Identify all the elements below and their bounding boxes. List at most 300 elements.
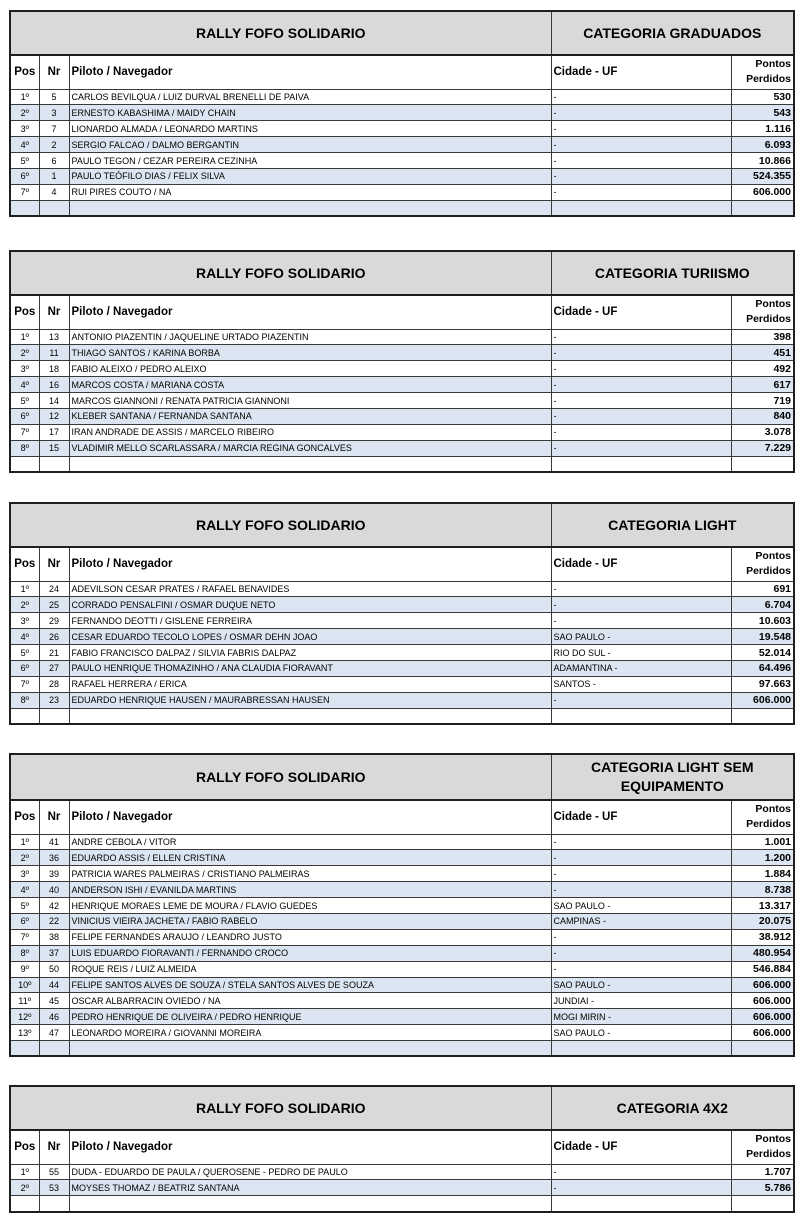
empty-cell	[39, 456, 69, 472]
header-pilot: Piloto / Navegador	[69, 295, 551, 329]
table-row	[10, 850, 794, 866]
row-nr: 23	[39, 692, 69, 708]
row-pos: 5º	[10, 898, 39, 914]
table-row	[10, 866, 794, 882]
table-row	[10, 597, 794, 613]
row-nr: 28	[39, 676, 69, 692]
row-city: MOGI MIRIN -	[551, 1009, 731, 1025]
category-title: CATEGORIA LIGHT	[551, 503, 794, 547]
row-pilot: LUIS EDUARDO FIORAVANTI / FERNANDO CROCO	[69, 945, 551, 961]
row-pos: 3º	[10, 121, 39, 137]
empty-cell	[69, 708, 551, 724]
category-title: CATEGORIA LIGHT SEM EQUIPAMENTO	[551, 754, 794, 800]
row-points: 38.912	[731, 929, 794, 945]
header-pos: Pos	[10, 800, 39, 834]
header-pilot: Piloto / Navegador	[69, 547, 551, 581]
row-city: -	[551, 692, 731, 708]
table-row	[10, 408, 794, 424]
row-points: 451	[731, 345, 794, 361]
row-pos: 6º	[10, 913, 39, 929]
row-pilot: ERNESTO KABASHIMA / MAIDY CHAIN	[69, 105, 551, 121]
table-row	[10, 645, 794, 661]
row-city: -	[551, 424, 731, 440]
header-city: Cidade - UF	[551, 55, 731, 89]
row-points: 5.786	[731, 1180, 794, 1196]
row-pilot: PAULO HENRIQUE THOMAZINHO / ANA CLAUDIA FIORAVANT	[69, 660, 551, 676]
table-row	[10, 137, 794, 153]
row-pos: 12º	[10, 1009, 39, 1025]
row-city: -	[551, 377, 731, 393]
header-pilot: Piloto / Navegador	[69, 800, 551, 834]
row-points: 606.000	[731, 692, 794, 708]
row-pos: 2º	[10, 850, 39, 866]
row-points: 840	[731, 408, 794, 424]
table-row	[10, 1025, 794, 1041]
row-nr: 47	[39, 1025, 69, 1041]
row-pilot: ANTONIO PIAZENTIN / JAQUELINE URTADO PIAZENTIN	[69, 329, 551, 345]
table-row	[10, 440, 794, 456]
table-row	[10, 168, 794, 184]
row-city: -	[551, 329, 731, 345]
category-title: CATEGORIA 4X2	[551, 1086, 794, 1130]
table-row	[10, 676, 794, 692]
row-nr: 29	[39, 613, 69, 629]
row-city: CAMPINAS -	[551, 913, 731, 929]
event-title: RALLY FOFO SOLIDARIO	[10, 11, 551, 55]
row-pilot: FABIO ALEIXO / PEDRO ALEIXO	[69, 361, 551, 377]
empty-cell	[10, 456, 39, 472]
empty-row	[10, 456, 794, 472]
row-nr: 37	[39, 945, 69, 961]
table-title-row	[10, 503, 794, 547]
row-pos: 2º	[10, 1180, 39, 1196]
row-pos: 5º	[10, 645, 39, 661]
table-row	[10, 977, 794, 993]
row-nr: 53	[39, 1180, 69, 1196]
row-points: 13.317	[731, 898, 794, 914]
row-city: SAO PAULO -	[551, 977, 731, 993]
row-nr: 25	[39, 597, 69, 613]
row-pilot: HENRIQUE MORAES LEME DE MOURA / FLAVIO GUEDES	[69, 898, 551, 914]
row-nr: 55	[39, 1164, 69, 1180]
row-pilot: FELIPE SANTOS ALVES DE SOUZA / STELA SANTOS ALVES DE SOUZA	[69, 977, 551, 993]
header-nr: Nr	[39, 800, 69, 834]
row-pos: 4º	[10, 882, 39, 898]
row-pilot: EDUARDO ASSIS / ELLEN CRISTINA	[69, 850, 551, 866]
table-row	[10, 153, 794, 169]
results-table	[9, 10, 795, 217]
empty-cell	[69, 456, 551, 472]
row-pos: 5º	[10, 153, 39, 169]
row-nr: 42	[39, 898, 69, 914]
row-nr: 15	[39, 440, 69, 456]
row-pilot: ANDRE CEBOLA / VITOR	[69, 834, 551, 850]
row-points: 10.866	[731, 153, 794, 169]
row-pilot: ANDERSON ISHI / EVANILDA MARTINS	[69, 882, 551, 898]
header-nr: Nr	[39, 55, 69, 89]
table-row	[10, 660, 794, 676]
header-points: Pontos Perdidos	[731, 1130, 794, 1164]
empty-row	[10, 708, 794, 724]
table-row	[10, 834, 794, 850]
row-city: -	[551, 89, 731, 105]
row-nr: 45	[39, 993, 69, 1009]
row-pilot: RAFAEL HERRERA / ERICA	[69, 676, 551, 692]
row-city: -	[551, 945, 731, 961]
table-row	[10, 105, 794, 121]
row-city: -	[551, 1164, 731, 1180]
category-title: CATEGORIA GRADUADOS	[551, 11, 794, 55]
row-pilot: MOYSES THOMAZ / BEATRIZ SANTANA	[69, 1180, 551, 1196]
row-city: ADAMANTINA -	[551, 660, 731, 676]
empty-cell	[39, 1041, 69, 1057]
column-header-row	[10, 1130, 794, 1164]
row-city: -	[551, 597, 731, 613]
row-nr: 6	[39, 153, 69, 169]
row-pos: 7º	[10, 676, 39, 692]
row-city: -	[551, 105, 731, 121]
row-nr: 22	[39, 913, 69, 929]
table-row	[10, 961, 794, 977]
row-points: 1.884	[731, 866, 794, 882]
column-header-row	[10, 295, 794, 329]
row-pilot: ADEVILSON CESAR PRATES / RAFAEL BENAVIDES	[69, 581, 551, 597]
table-row	[10, 329, 794, 345]
table-row	[10, 121, 794, 137]
row-pos: 3º	[10, 613, 39, 629]
row-pos: 10º	[10, 977, 39, 993]
row-pilot: MARCOS COSTA / MARIANA COSTA	[69, 377, 551, 393]
row-points: 1.001	[731, 834, 794, 850]
row-pilot: FELIPE FERNANDES ARAUJO / LEANDRO JUSTO	[69, 929, 551, 945]
row-pos: 13º	[10, 1025, 39, 1041]
row-pos: 8º	[10, 945, 39, 961]
column-header-row	[10, 800, 794, 834]
row-pos: 2º	[10, 345, 39, 361]
row-pilot: IRAN ANDRADE DE ASSIS / MARCELO RIBEIRO	[69, 424, 551, 440]
header-city: Cidade - UF	[551, 547, 731, 581]
row-pos: 7º	[10, 929, 39, 945]
header-points: Pontos Perdidos	[731, 55, 794, 89]
row-pilot: ROQUE REIS / LUIZ ALMEIDA	[69, 961, 551, 977]
row-city: -	[551, 961, 731, 977]
results-table	[9, 753, 795, 1057]
empty-row	[10, 1041, 794, 1057]
table-row	[10, 581, 794, 597]
empty-cell	[39, 200, 69, 216]
row-nr: 41	[39, 834, 69, 850]
empty-cell	[731, 1196, 794, 1212]
row-pilot: CARLOS BEVILQUA / LUIZ DURVAL BRENELLI DE PAIVA	[69, 89, 551, 105]
row-pilot: CESAR EDUARDO TECOLO LOPES / OSMAR DEHN JOAO	[69, 629, 551, 645]
row-city: -	[551, 184, 731, 200]
row-nr: 7	[39, 121, 69, 137]
empty-cell	[731, 708, 794, 724]
row-nr: 14	[39, 393, 69, 409]
results-table	[9, 502, 795, 725]
row-pilot: EDUARDO HENRIQUE HAUSEN / MAURABRESSAN HAUSEN	[69, 692, 551, 708]
row-points: 543	[731, 105, 794, 121]
table-row	[10, 913, 794, 929]
row-nr: 16	[39, 377, 69, 393]
row-points: 1.200	[731, 850, 794, 866]
row-points: 1.707	[731, 1164, 794, 1180]
row-pilot: PEDRO HENRIQUE DE OLIVEIRA / PEDRO HENRIQUE	[69, 1009, 551, 1025]
row-nr: 46	[39, 1009, 69, 1025]
table-row	[10, 629, 794, 645]
table-row	[10, 345, 794, 361]
row-city: -	[551, 866, 731, 882]
header-pilot: Piloto / Navegador	[69, 1130, 551, 1164]
row-points: 546.884	[731, 961, 794, 977]
row-points: 52.014	[731, 645, 794, 661]
empty-row	[10, 1196, 794, 1212]
row-points: 606.000	[731, 1025, 794, 1041]
row-pos: 2º	[10, 597, 39, 613]
row-pos: 4º	[10, 137, 39, 153]
table-row	[10, 361, 794, 377]
category-title: CATEGORIA TURIISMO	[551, 251, 794, 295]
row-city: -	[551, 834, 731, 850]
row-points: 530	[731, 89, 794, 105]
row-points: 691	[731, 581, 794, 597]
row-nr: 40	[39, 882, 69, 898]
row-points: 10.603	[731, 613, 794, 629]
row-nr: 3	[39, 105, 69, 121]
row-pilot: DUDA - EDUARDO DE PAULA / QUEROSENE - PEDRO DE PAULO	[69, 1164, 551, 1180]
row-nr: 36	[39, 850, 69, 866]
row-points: 8.738	[731, 882, 794, 898]
row-city: -	[551, 168, 731, 184]
row-nr: 26	[39, 629, 69, 645]
row-pos: 9º	[10, 961, 39, 977]
row-nr: 5	[39, 89, 69, 105]
empty-cell	[69, 1041, 551, 1057]
empty-cell	[551, 708, 731, 724]
row-points: 6.704	[731, 597, 794, 613]
row-pilot: LEONARDO MOREIRA / GIOVANNI MOREIRA	[69, 1025, 551, 1041]
row-points: 492	[731, 361, 794, 377]
results-table	[9, 250, 795, 473]
table-row	[10, 89, 794, 105]
event-title: RALLY FOFO SOLIDARIO	[10, 1086, 551, 1130]
header-pilot: Piloto / Navegador	[69, 55, 551, 89]
empty-cell	[731, 200, 794, 216]
row-pilot: THIAGO SANTOS / KARINA BORBA	[69, 345, 551, 361]
header-points: Pontos Perdidos	[731, 295, 794, 329]
row-pos: 1º	[10, 834, 39, 850]
empty-cell	[551, 1041, 731, 1057]
empty-row	[10, 200, 794, 216]
row-pilot: MARCOS GIANNONI / RENATA PATRICIA GIANNONI	[69, 393, 551, 409]
table-title-row	[10, 11, 794, 55]
row-pos: 11º	[10, 993, 39, 1009]
row-city: -	[551, 882, 731, 898]
table-row	[10, 945, 794, 961]
column-header-row	[10, 547, 794, 581]
row-points: 606.000	[731, 993, 794, 1009]
empty-cell	[10, 1196, 39, 1212]
empty-cell	[39, 708, 69, 724]
row-city: -	[551, 613, 731, 629]
row-pilot: SERGIO FALCAO / DALMO BERGANTIN	[69, 137, 551, 153]
header-pos: Pos	[10, 295, 39, 329]
table-title-row	[10, 251, 794, 295]
row-nr: 24	[39, 581, 69, 597]
results-table	[9, 1085, 795, 1213]
header-pos: Pos	[10, 1130, 39, 1164]
row-pilot: CORRADO PENSALFINI / OSMAR DUQUE NETO	[69, 597, 551, 613]
table-row	[10, 377, 794, 393]
row-city: -	[551, 361, 731, 377]
row-pilot: PAULO TEGON / CEZAR PEREIRA CEZINHA	[69, 153, 551, 169]
row-nr: 50	[39, 961, 69, 977]
row-nr: 27	[39, 660, 69, 676]
event-title: RALLY FOFO SOLIDARIO	[10, 503, 551, 547]
empty-cell	[10, 200, 39, 216]
empty-cell	[731, 1041, 794, 1057]
empty-cell	[551, 200, 731, 216]
row-city: -	[551, 137, 731, 153]
header-points: Pontos Perdidos	[731, 547, 794, 581]
empty-cell	[10, 708, 39, 724]
header-nr: Nr	[39, 295, 69, 329]
row-points: 6.093	[731, 137, 794, 153]
row-pos: 7º	[10, 184, 39, 200]
event-title: RALLY FOFO SOLIDARIO	[10, 754, 551, 800]
row-pos: 1º	[10, 581, 39, 597]
header-city: Cidade - UF	[551, 800, 731, 834]
row-pos: 2º	[10, 105, 39, 121]
table-row	[10, 424, 794, 440]
table-title-row	[10, 754, 794, 800]
row-city: -	[551, 1180, 731, 1196]
row-pos: 1º	[10, 329, 39, 345]
row-pilot: RUI PIRES COUTO / NA	[69, 184, 551, 200]
row-nr: 18	[39, 361, 69, 377]
row-pilot: VLADIMIR MELLO SCARLASSARA / MARCIA REGINA GONCALVES	[69, 440, 551, 456]
row-pos: 8º	[10, 692, 39, 708]
table-row	[10, 393, 794, 409]
row-city: SAO PAULO -	[551, 629, 731, 645]
empty-cell	[10, 1041, 39, 1057]
row-nr: 4	[39, 184, 69, 200]
table-row	[10, 882, 794, 898]
row-pilot: OSCAR ALBARRACIN OVIEDO / NA	[69, 993, 551, 1009]
row-points: 398	[731, 329, 794, 345]
row-nr: 2	[39, 137, 69, 153]
row-pos: 3º	[10, 361, 39, 377]
row-points: 719	[731, 393, 794, 409]
row-points: 480.954	[731, 945, 794, 961]
row-city: RIO DO SUL -	[551, 645, 731, 661]
table-row	[10, 929, 794, 945]
table-row	[10, 692, 794, 708]
row-city: -	[551, 929, 731, 945]
row-points: 524.355	[731, 168, 794, 184]
empty-cell	[731, 456, 794, 472]
table-row	[10, 1164, 794, 1180]
empty-cell	[69, 1196, 551, 1212]
table-row	[10, 1009, 794, 1025]
row-points: 19.548	[731, 629, 794, 645]
table-row	[10, 898, 794, 914]
row-pilot: KLEBER SANTANA / FERNANDA SANTANA	[69, 408, 551, 424]
empty-cell	[39, 1196, 69, 1212]
row-nr: 39	[39, 866, 69, 882]
row-city: -	[551, 850, 731, 866]
row-pos: 6º	[10, 408, 39, 424]
header-nr: Nr	[39, 1130, 69, 1164]
row-city: -	[551, 121, 731, 137]
row-pos: 1º	[10, 1164, 39, 1180]
row-city: -	[551, 440, 731, 456]
header-city: Cidade - UF	[551, 295, 731, 329]
row-city: SAO PAULO -	[551, 898, 731, 914]
row-city: -	[551, 393, 731, 409]
row-pos: 8º	[10, 440, 39, 456]
table-title-row	[10, 1086, 794, 1130]
row-city: -	[551, 153, 731, 169]
row-nr: 12	[39, 408, 69, 424]
row-pos: 6º	[10, 660, 39, 676]
row-city: -	[551, 408, 731, 424]
header-nr: Nr	[39, 547, 69, 581]
row-nr: 1	[39, 168, 69, 184]
row-nr: 11	[39, 345, 69, 361]
row-points: 606.000	[731, 184, 794, 200]
row-pilot: PAULO TEÓFILO DIAS / FELIX SILVA	[69, 168, 551, 184]
row-pos: 4º	[10, 629, 39, 645]
header-pos: Pos	[10, 547, 39, 581]
row-city: -	[551, 345, 731, 361]
row-city: SANTOS -	[551, 676, 731, 692]
row-pos: 6º	[10, 168, 39, 184]
row-nr: 38	[39, 929, 69, 945]
row-pos: 4º	[10, 377, 39, 393]
empty-cell	[551, 456, 731, 472]
row-nr: 44	[39, 977, 69, 993]
row-nr: 17	[39, 424, 69, 440]
row-city: SAO PAULO -	[551, 1025, 731, 1041]
row-city: JUNDIAI -	[551, 993, 731, 1009]
row-points: 64.496	[731, 660, 794, 676]
header-points: Pontos Perdidos	[731, 800, 794, 834]
header-city: Cidade - UF	[551, 1130, 731, 1164]
table-row	[10, 184, 794, 200]
row-nr: 21	[39, 645, 69, 661]
row-points: 7.229	[731, 440, 794, 456]
row-points: 20.075	[731, 913, 794, 929]
row-points: 617	[731, 377, 794, 393]
row-pos: 3º	[10, 866, 39, 882]
header-pos: Pos	[10, 55, 39, 89]
table-row	[10, 613, 794, 629]
empty-cell	[69, 200, 551, 216]
row-pilot: FERNANDO DEOTTI / GISLENE FERREIRA	[69, 613, 551, 629]
row-pilot: LIONARDO ALMADA / LEONARDO MARTINS	[69, 121, 551, 137]
row-points: 606.000	[731, 977, 794, 993]
row-pilot: FABIO FRANCISCO DALPAZ / SILVIA FABRIS DALPAZ	[69, 645, 551, 661]
row-pos: 1º	[10, 89, 39, 105]
table-row	[10, 1180, 794, 1196]
column-header-row	[10, 55, 794, 89]
row-nr: 13	[39, 329, 69, 345]
row-points: 1.116	[731, 121, 794, 137]
row-city: -	[551, 581, 731, 597]
row-points: 3.078	[731, 424, 794, 440]
row-pilot: PATRICIA WARES PALMEIRAS / CRISTIANO PALMEIRAS	[69, 866, 551, 882]
